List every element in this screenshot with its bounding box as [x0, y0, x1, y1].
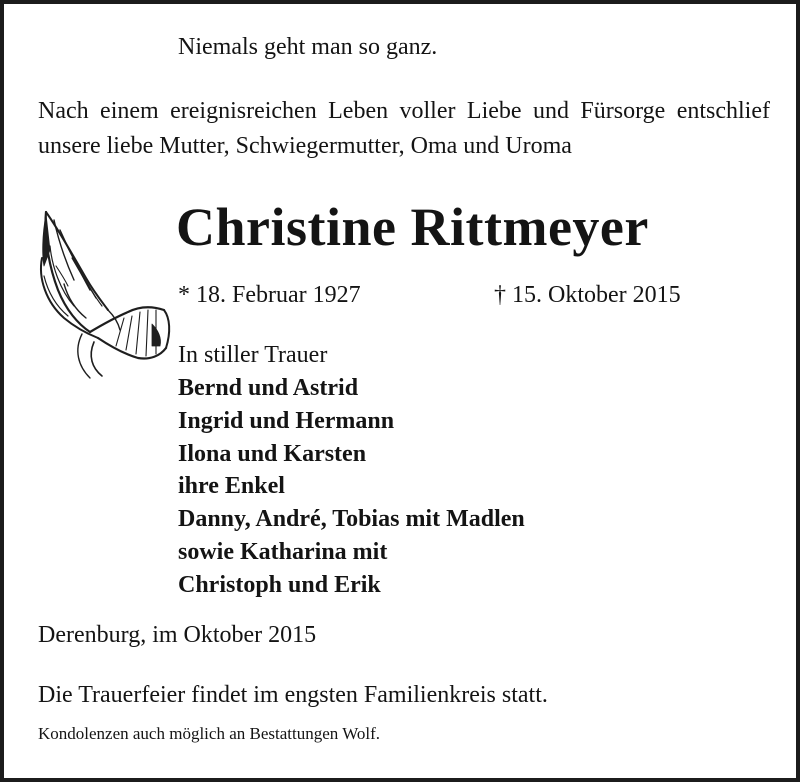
list-item: ihre Enkel: [178, 473, 285, 500]
list-item: Ingrid und Hermann: [178, 407, 395, 434]
death-date: † 15. Oktober 2015: [494, 282, 681, 308]
funeral-note: Die Trauerfeier findet im engsten Familienkreis statt.: [38, 682, 548, 708]
list-item: Danny, André, Tobias mit Madlen: [178, 506, 525, 533]
mourners-list: [178, 372, 525, 602]
deceased-name: Christine Rittmeyer: [176, 197, 649, 257]
list-item: Christoph und Erik: [178, 571, 381, 598]
list-item: Bernd und Astrid: [178, 375, 359, 401]
motto: Niemals geht man so ganz.: [178, 34, 438, 60]
birth-date: * 18. Februar 1927: [178, 282, 361, 308]
list-item: Ilona und Karsten: [178, 440, 367, 467]
place-date: Derenburg, im Oktober 2015: [38, 622, 317, 648]
condolence-note: Kondolenzen auch möglich an Bestattungen Wolf.: [38, 724, 381, 743]
mourning-label: In stiller Trauer: [178, 342, 328, 368]
list-item: sowie Katharina mit: [178, 538, 388, 565]
praying-hands-icon: [34, 206, 174, 382]
intro-text: Nach einem ereignisreichen Leben voller Liebe und Fürsorge entschlief unsere liebe Mutter, Schwiegermutter, Oma und Uroma: [38, 98, 770, 159]
